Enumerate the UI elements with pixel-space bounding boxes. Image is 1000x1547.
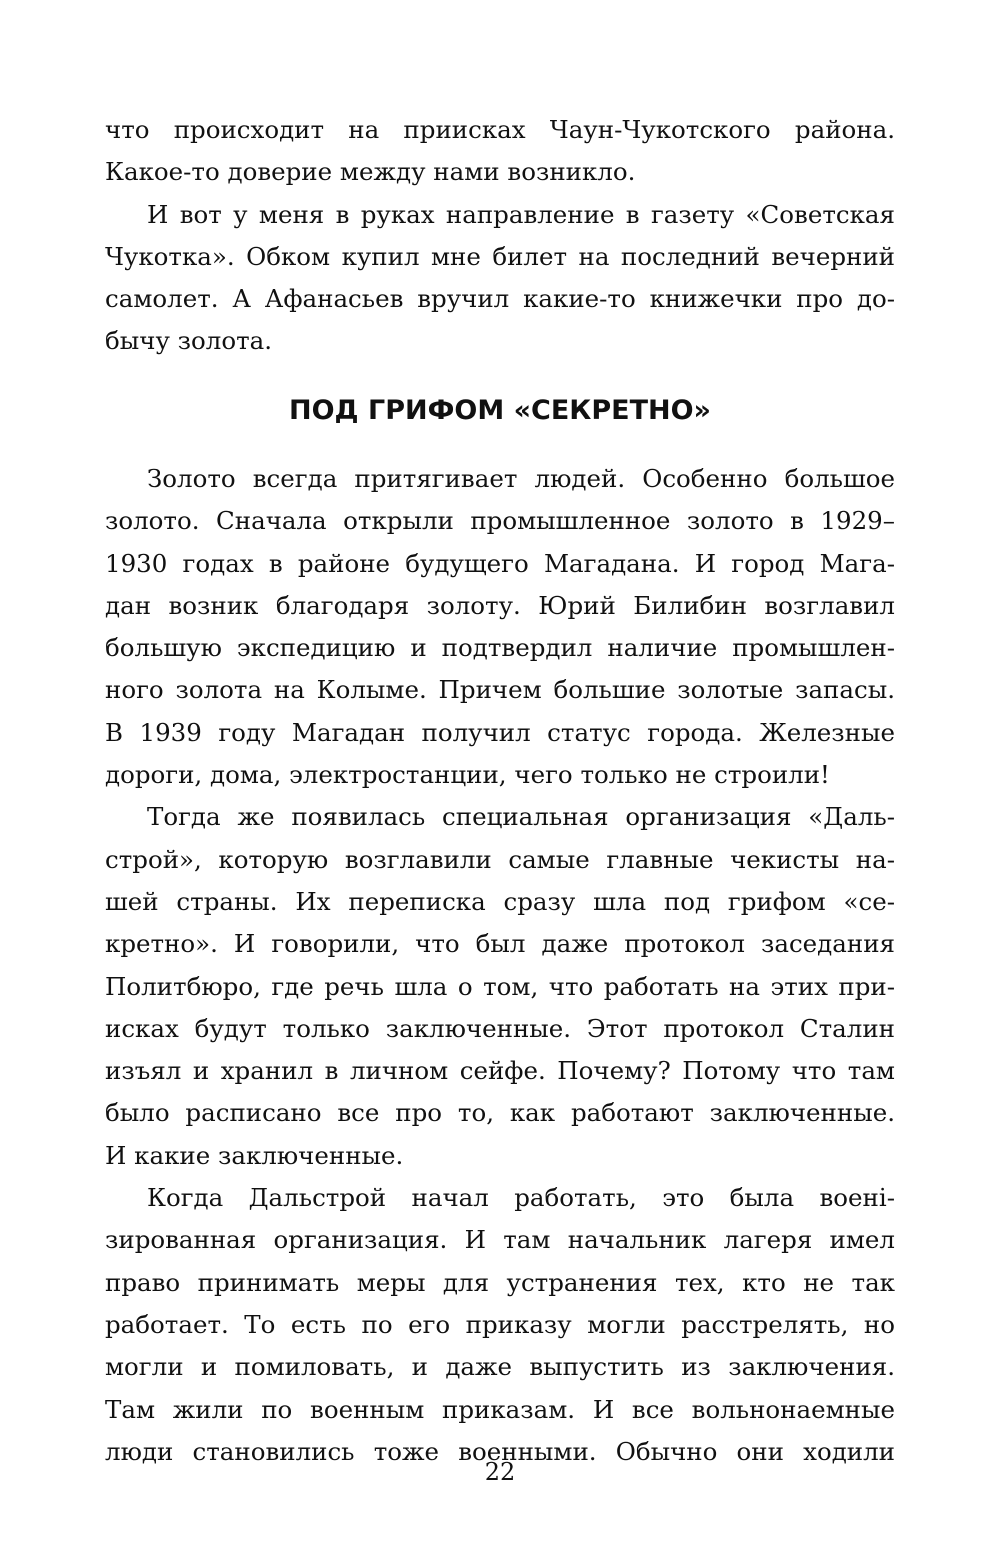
- text-line: изъял и хранил в личном сейфе. Почему? Потому что там: [105, 1056, 895, 1086]
- text-line: ного золота на Колыме. Причем большие золотые запасы.: [105, 675, 895, 705]
- text-line: самолет. А Афанасьев вручил какие-то книжечки про до-: [105, 284, 895, 314]
- text-line: И какие заключенные.: [105, 1140, 404, 1170]
- text-line: Какое-то доверие между нами возникло.: [105, 157, 636, 187]
- paragraph: [105, 194, 895, 363]
- text-line: люди становились тоже военными. Обычно они ходили: [105, 1436, 895, 1466]
- text-line: золото. Сначала открыли промышленное золото в 1929–: [105, 506, 895, 536]
- text-line: могли и помиловать, и даже выпустить из заключения.: [105, 1352, 895, 1382]
- section-2-text: [105, 458, 895, 1473]
- paragraph: [105, 1177, 895, 1473]
- section-1-text: [105, 109, 895, 363]
- text-line: Чукотка». Обком купил мне билет на последний вечерний: [105, 241, 895, 271]
- text-line: 1930 годах в районе будущего Магадана. И город Мага-: [105, 548, 895, 578]
- text-line: В 1939 году Магадан получил статус города. Железные: [105, 717, 895, 747]
- text-line: Там жили по военным приказам. И все вольнонаемные: [105, 1394, 895, 1424]
- text-line: было расписано все про то, как работают заключенные.: [105, 1098, 895, 1128]
- text-line: что происходит на приисках Чаун-Чукотского района.: [105, 115, 895, 144]
- text-line: зированная организация. И там начальник лагеря имел: [105, 1225, 895, 1255]
- paragraph: [105, 109, 895, 194]
- paragraph: [105, 796, 895, 1177]
- text-line: Политбюро, где речь шла о том, что работать на этих при-: [105, 971, 895, 1001]
- text-line: И вот у меня в руках направление в газету «Советская: [147, 199, 895, 229]
- page-number: 22: [484, 1458, 516, 1486]
- text-line: работает. То есть по его приказу могли расстрелять, но: [105, 1309, 895, 1339]
- text-line: бычу золота.: [105, 326, 273, 356]
- text-line: строй», которую возглавили самые главные чекисты на-: [105, 844, 895, 874]
- text-line: Золото всегда притягивает людей. Особенно большое: [147, 464, 895, 493]
- text-line: дан возник благодаря золоту. Юрий Билибин возглавил: [105, 590, 895, 620]
- text-line: право принимать меры для устранения тех, кто не так: [105, 1267, 895, 1297]
- text-line: исках будут только заключенные. Этот протокол Сталин: [105, 1013, 895, 1043]
- text-line: Когда Дальстрой начал работать, это была военi-: [147, 1183, 895, 1213]
- text-line: Тогда же появилась специальная организация «Даль-: [147, 802, 895, 832]
- text-line: большую экспедицию и подтвердил наличие промышлен-: [105, 633, 895, 663]
- text-line: кретно». И говорили, что был даже протокол заседания: [105, 929, 895, 959]
- text-line: шей страны. Их переписка сразу шла под грифом «се-: [105, 886, 895, 916]
- paragraph: [105, 458, 895, 796]
- section-heading: ПОД ГРИФОМ «СЕКРЕТНО»: [289, 395, 711, 426]
- text-line: дороги, дома, электростанции, чего только не строили!: [105, 760, 830, 790]
